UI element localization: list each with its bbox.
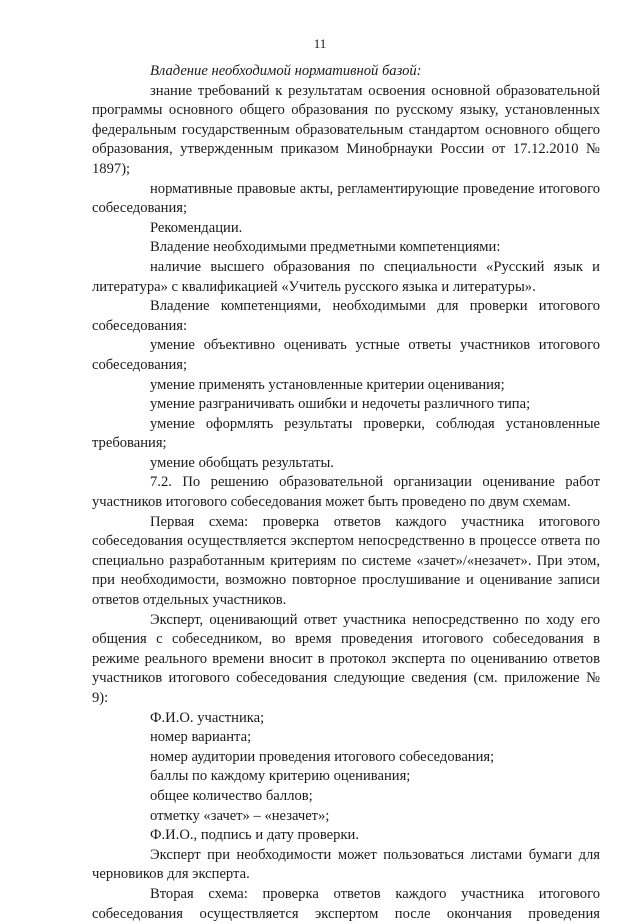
list-item-variant-number: номер варианта; xyxy=(150,729,252,746)
paragraph-second-scheme: Вторая схема: проверка ответов каждого участника итогового собеседования осуществляется экспертом после окончания проведения xyxy=(92,885,600,922)
paragraph-draft-sheets: Эксперт при необходимости может пользоваться листами бумаги для черновиков для эксперта. xyxy=(92,846,600,883)
list-item-pass-fail-mark: отметку «зачет» – «незачет»; xyxy=(150,807,330,824)
paragraph-knowledge-requirements: знание требований к результатам освоения основной образовательной программы основного общего образования по русскому языку, установленных федеральным государственным образовательным стандартом основного общего образования, утвержденным приказом Минобрнауки России от 17.12.2010 № 1897); xyxy=(92,82,600,177)
page-number: 11 xyxy=(313,36,327,51)
paragraph-first-scheme: Первая схема: проверка ответов каждого участника итогового собеседования осуществляется экспертом непосредственно в процессе ответа по специально разработанным критериям по системе «зачет»/«незачет». При этом, при необходимости, возможно повторное прослушивание и оценивание записи ответов отдельных участников. xyxy=(92,513,600,609)
paragraph-format-results: умение оформлять результаты проверки, соблюдая установленные требования; xyxy=(92,415,600,452)
paragraph-summarize-results: умение обобщать результаты. xyxy=(150,454,334,471)
list-item-criteria-scores: баллы по каждому критерию оценивания; xyxy=(150,768,411,785)
paragraph-section-7-2: 7.2. По решению образовательной организации оценивание работ участников итогового собеседования может быть проведено по двум схемам. xyxy=(92,474,600,511)
paragraph-recommendations: Рекомендации. xyxy=(150,219,243,236)
list-item-participant-name: Ф.И.О. участника; xyxy=(150,709,265,726)
paragraph-apply-criteria: умение применять установленные критерии оценивания; xyxy=(150,376,505,393)
paragraph-higher-education: наличие высшего образования по специальности «Русский язык и литература» с квалификацией «Учитель русского языка и литературы». xyxy=(92,258,600,295)
paragraph-objective-evaluation: умение объективно оценивать устные ответы участников итогового собеседования; xyxy=(92,337,600,373)
document-body xyxy=(92,62,600,924)
paragraph-normative-acts: нормативные правовые акты, регламентирующие проведение итогового собеседования; xyxy=(92,180,600,217)
paragraph-subject-competencies: Владение необходимыми предметными компетенциями: xyxy=(150,239,501,256)
paragraph-distinguish-errors: умение разграничивать ошибки и недочеты различного типа; xyxy=(150,396,531,413)
paragraph-expert-protocol: Эксперт, оценивающий ответ участника непосредственно по ходу его общения с собеседником, во время проведения итогового собеседования в режиме реального времени вносит в протокол эксперта по оцениванию ответов участников итогового собеседования следующие сведения (см. приложение № 9): xyxy=(92,611,600,706)
list-item-total-score: общее количество баллов; xyxy=(150,787,313,804)
list-item-room-number: номер аудитории проведения итогового собеседования; xyxy=(150,748,495,765)
list-item-expert-signature: Ф.И.О., подпись и дату проверки. xyxy=(150,827,360,844)
paragraph-normative-base: Владение необходимой нормативной базой: xyxy=(150,63,422,79)
paragraph-check-competencies: Владение компетенциями, необходимыми для проверки итогового собеседования: xyxy=(92,298,600,334)
